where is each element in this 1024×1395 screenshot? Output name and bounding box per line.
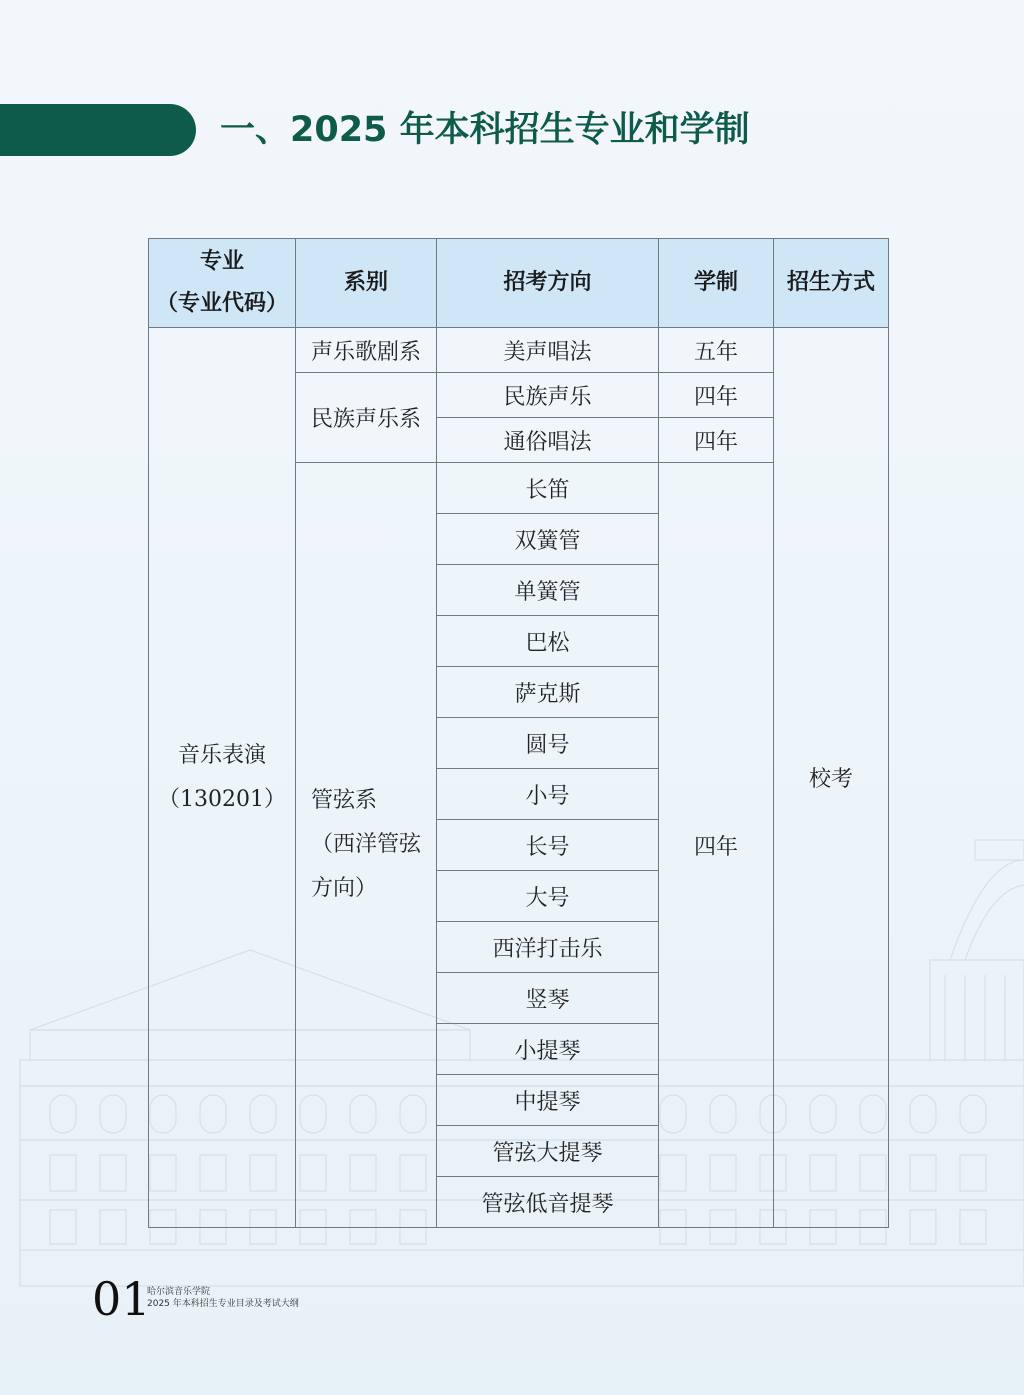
major-name: 音乐表演 (177, 742, 266, 768)
department-cell (296, 463, 437, 1228)
direction-cell: 管弦低音提琴 (437, 1177, 659, 1228)
direction-cell: 长笛 (437, 463, 659, 514)
direction-cell: 西洋打击乐 (437, 922, 659, 973)
direction-cell: 单簧管 (437, 565, 659, 616)
admission-method-cell: 校考 (774, 328, 889, 1228)
direction-cell: 民族声乐 (437, 373, 659, 418)
duration-cell: 五年 (659, 328, 774, 373)
direction-cell: 小号 (437, 769, 659, 820)
duration-cell: 四年 (659, 373, 774, 418)
direction-cell: 双簧管 (437, 514, 659, 565)
footer-school-name: 哈尔滨音乐学院 (147, 1287, 211, 1297)
header-major (149, 239, 296, 328)
page-number: 01 (92, 1272, 151, 1326)
department-cell: 声乐歌剧系 (296, 328, 437, 373)
header-admission: 招生方式 (774, 239, 889, 328)
direction-cell: 小提琴 (437, 1024, 659, 1075)
direction-cell: 巴松 (437, 616, 659, 667)
department-cell: 民族声乐系 (296, 373, 437, 463)
major-code: （130201） (158, 786, 286, 812)
direction-cell: 萨克斯 (437, 667, 659, 718)
header-direction: 招考方向 (437, 239, 659, 328)
duration-cell: 四年 (659, 463, 774, 1228)
header-major-line-2: （专业代码） (155, 291, 288, 316)
table-row (149, 328, 889, 373)
header-duration: 学制 (659, 239, 774, 328)
header-department: 系别 (296, 239, 437, 328)
footer-text (147, 1286, 299, 1310)
direction-cell: 竖琴 (437, 973, 659, 1024)
table-header-row (149, 239, 889, 328)
direction-cell: 长号 (437, 820, 659, 871)
direction-cell: 美声唱法 (437, 328, 659, 373)
duration-cell: 四年 (659, 418, 774, 463)
major-table (148, 238, 889, 1228)
direction-cell: 管弦大提琴 (437, 1126, 659, 1177)
department-name-line-3: 方向） (310, 876, 377, 901)
page-title: 一、2025 年本科招生专业和学制 (220, 110, 750, 150)
title-accent-bar (0, 104, 196, 156)
direction-cell: 通俗唱法 (437, 418, 659, 463)
header-major-line-1: 专业 (199, 249, 244, 274)
direction-cell: 圆号 (437, 718, 659, 769)
department-name-line-1: 管弦系 (310, 788, 377, 813)
major-cell (149, 328, 296, 1228)
footer-document-name: 2025 年本科招生专业目录及考试大纲 (147, 1299, 299, 1309)
direction-cell: 大号 (437, 871, 659, 922)
department-name-line-2: （西洋管弦 (310, 832, 421, 857)
direction-cell: 中提琴 (437, 1075, 659, 1126)
